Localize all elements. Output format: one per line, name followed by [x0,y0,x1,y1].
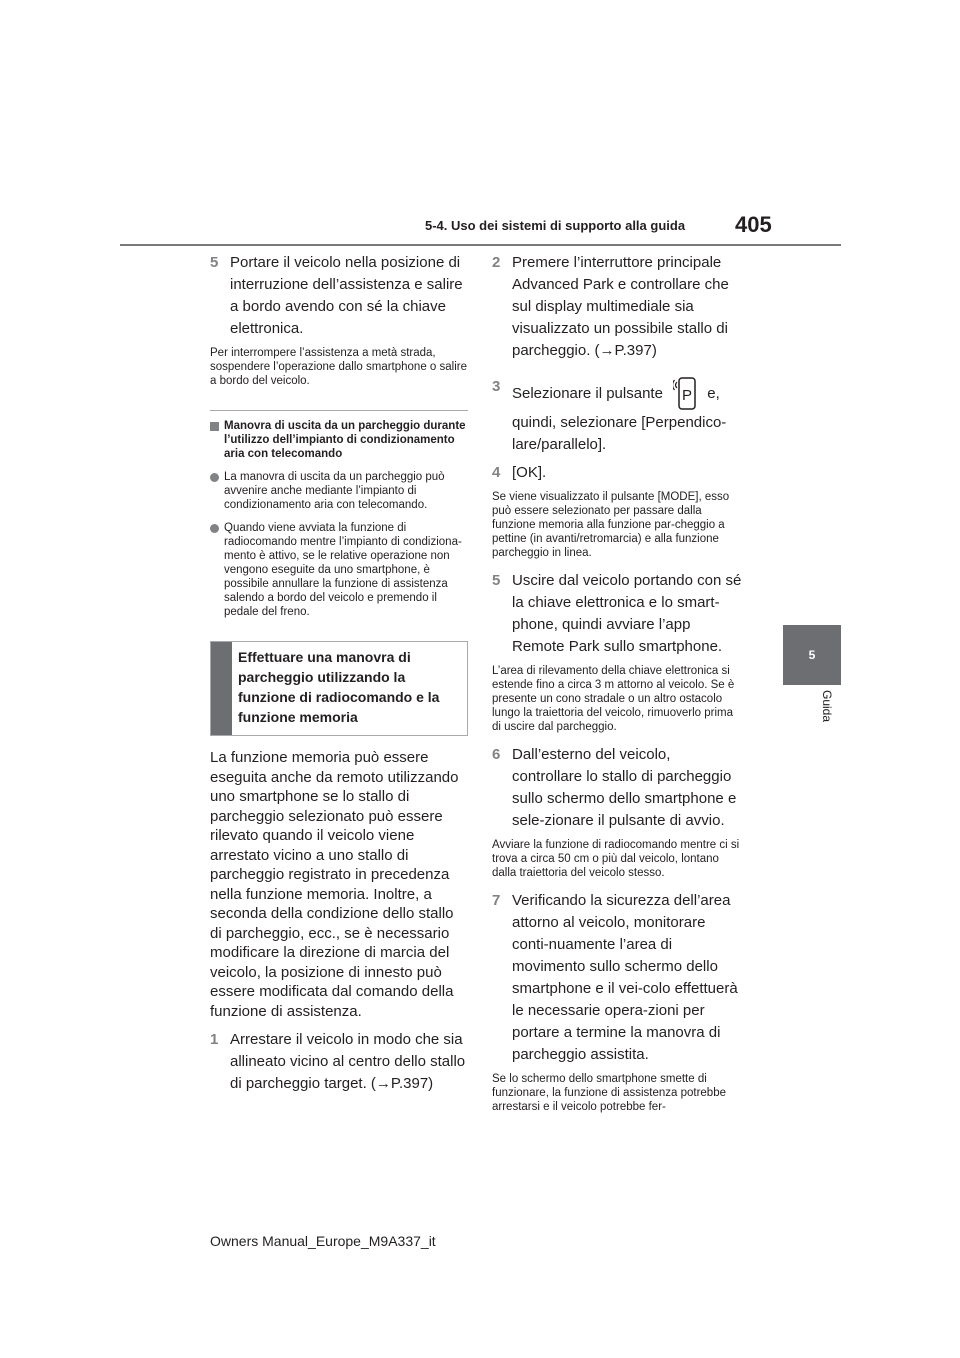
step-6 [492,744,744,832]
step-5 [210,252,468,340]
step-4 [492,462,744,484]
subheading-text: Manovra di uscita da un parcheggio durante l’utilizzo dell’impianto di condizionamento aria con telecomando [224,420,466,460]
step-text: [OK]. [512,464,547,481]
round-bullet-icon [210,524,219,533]
section-title: 5-4. Uso dei sistemi di supporto alla guida [425,218,686,233]
svg-text:P: P [682,387,693,404]
step-note: Per interrompere l’assistenza a metà strada, sospendere l’operazione dallo smartphone o salire a bordo del veicolo. [210,347,467,387]
bullet-item [210,470,468,512]
step-note: Avviare la funzione di radiocomando mentre ci si trova a circa 50 cm o più dal veicolo, lontano dalla traiettoria del veicolo stesso. [492,839,740,879]
step-text [512,376,744,456]
body-paragraph: La funzione memoria può essere eseguita anche da remoto utilizzando uno smartphone se lo stallo di parcheggio selezionato può essere rilevato quando il veicolo viene arrestato vicino a uno stallo di parcheggio registrato in precedenza nella funzione memoria. Inoltre, a seconda della condizione dello stallo di parcheggio, ecc., se è necessario modificare la direzione di marcia del veicolo, la posizione di innesto può essere modificata dal comando della funzione di assistenza. [210,749,459,1020]
step-3 [492,376,744,456]
step-text: Premere l’interruttore principale Advanced Park e controllare che sul display multimediale sia visualizzato un possibile stallo di parcheggio. (→P.397) [512,254,729,359]
heading-bar [211,642,232,735]
step-2 [492,252,744,362]
step-number: 4 [492,464,501,481]
step-number: 2 [492,254,501,271]
step-number: 5 [210,254,219,271]
step-1 [210,1029,468,1095]
step-note: Se lo schermo dello smartphone smette di funzionare, la funzione di assistenza potrebbe arrestarsi e il veicolo potrebbe fer- [492,1073,726,1113]
section-divider [210,410,468,411]
step-text: Arrestare il veicolo in modo che sia allineato vicino al centro dello stallo di parcheggio target. (→P.397) [230,1031,466,1092]
right-column [492,252,744,1114]
section-heading: Effettuare una manovra di parcheggio utilizzando la funzione di radiocomando e la funzione memoria [238,649,440,725]
header-divider [120,244,841,246]
step-number: 1 [210,1031,219,1048]
left-column [210,252,468,1095]
page-number: 405 [735,212,772,237]
step-number: 7 [492,892,501,909]
square-bullet-icon [210,422,219,431]
remote-park-button-icon [673,376,697,412]
step-text: Uscire dal veicolo portando con sé la chiave elettronica e lo smart-phone, quindi avviare l’app Remote Park sullo smartphone. [512,572,742,655]
step-5 [492,570,744,658]
section-heading-box [210,641,468,736]
step-text: Portare il veicolo nella posizione di interruzione dell’assistenza e salire a bordo avendo con sé la chiave elettronica. [230,254,463,337]
step-text: Verificando la sicurezza dell’area attorno al veicolo, monitorare conti-nuamente l’area di movimento sullo schermo dello smartphone e il vei-colo effettuerà le necessarie opera-zioni per portare a termine la manovra di parcheggio assistita. [512,892,738,1063]
step-text: Dall’esterno del veicolo, controllare lo stallo di parcheggio sullo schermo dello smartphone e sele-zionare il pulsante di avvio. [512,746,737,829]
bullet-item [210,521,468,619]
subheading [210,419,468,461]
step-number: 5 [492,572,501,589]
step-text-before: Selezionare il pulsante [512,384,663,402]
step-number: 6 [492,746,501,763]
step-7 [492,890,744,1066]
footer-manual-name: Owners Manual_Europe_M9A337_it [210,1233,436,1249]
bullet-text: La manovra di uscita da un parcheggio può avvenire anche mediante l’impianto di condizionamento aria con telecomando. [224,471,445,511]
step-note: L’area di rilevamento della chiave elettronica si estende fino a circa 3 m attorno al veicolo. Se è presente un cono stradale o un altro ostacolo lungo la traiettoria del veicolo, rimuoverlo prima di uscire dal parcheggio. [492,665,735,733]
step-text-after: e, quindi, selezionare [Perpendico-lare/parallelo]. [512,384,727,453]
chapter-tab[interactable]: 5 [783,625,841,685]
step-note: Se viene visualizzato il pulsante [MODE], esso può essere selezionato per passare dalla funzione memoria alla funzione par-cheggio a pettine (in avanti/retromarcia) e alla funzione parcheggio in linea. [492,491,730,559]
round-bullet-icon [210,473,219,482]
bullet-text: Quando viene avviata la funzione di radiocomando mentre l’impianto di condiziona-mento è attivo, se le relative operazione non vengono eseguite da uno smartphone, è possibile annullare la funzione di assistenza salendo a bordo del veicolo e premendo il pedale del freno. [224,522,462,618]
step-number: 3 [492,378,501,395]
chapter-label: Guida [820,690,834,723]
